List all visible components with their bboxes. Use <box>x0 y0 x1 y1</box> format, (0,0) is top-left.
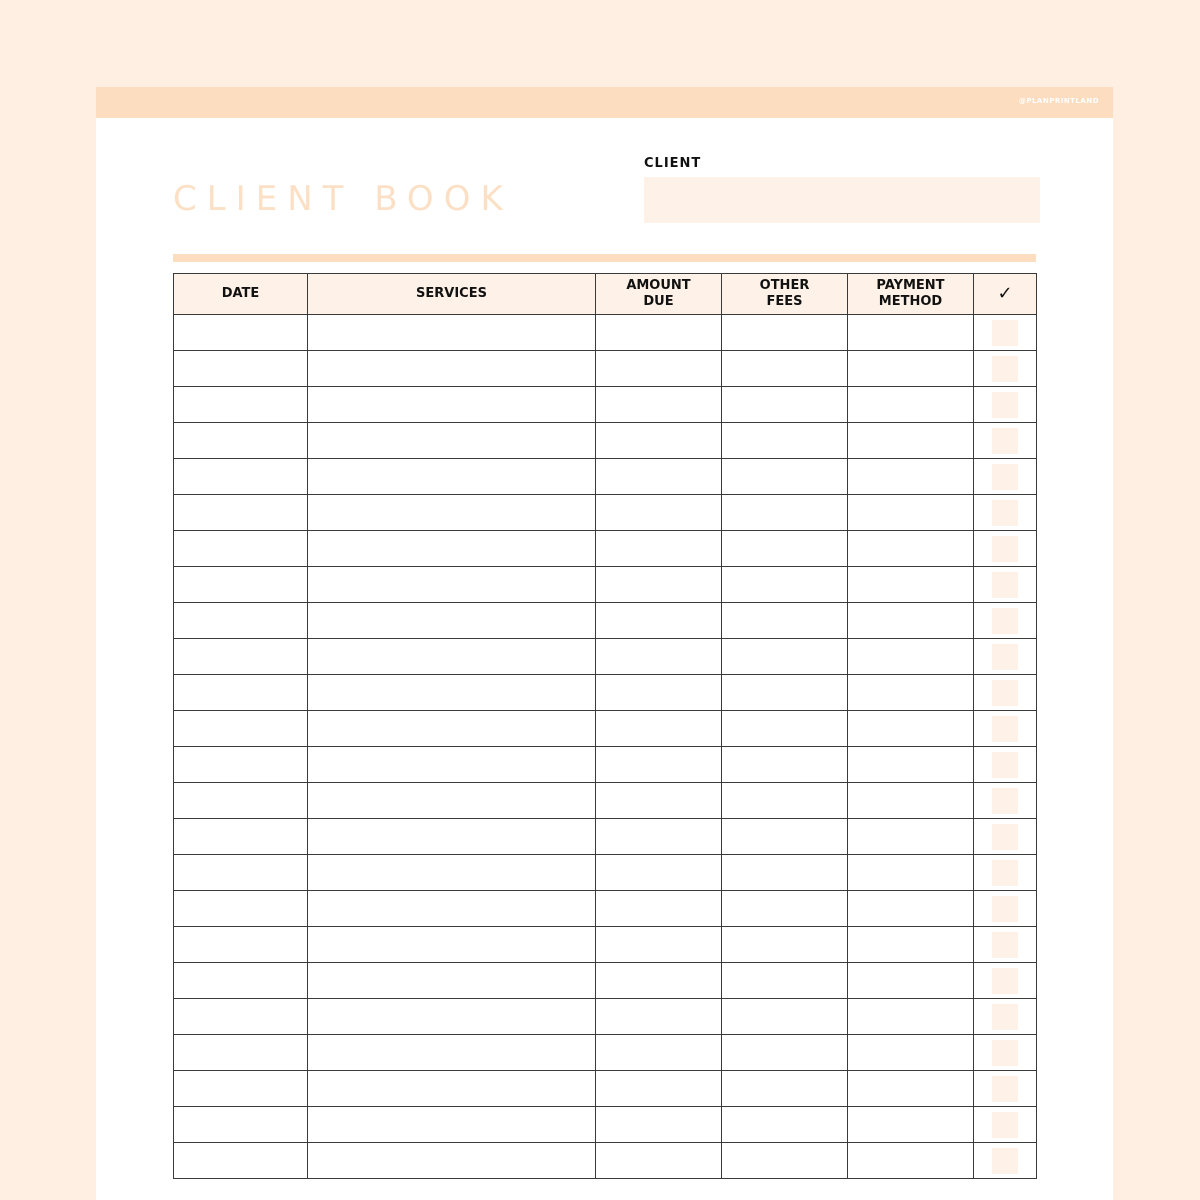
payment-method-cell[interactable] <box>848 603 974 639</box>
payment-method-cell[interactable] <box>848 495 974 531</box>
payment-method-label: PAYMENT METHOD <box>876 278 945 309</box>
amount-due-cell[interactable] <box>596 747 722 783</box>
other-fees-cell[interactable] <box>722 999 848 1035</box>
row-checkbox[interactable] <box>992 392 1018 418</box>
check-cell <box>974 927 1037 963</box>
row-checkbox[interactable] <box>992 320 1018 346</box>
payment-method-cell[interactable] <box>848 855 974 891</box>
client-field[interactable] <box>644 177 1040 223</box>
payment-method-cell[interactable] <box>848 963 974 999</box>
table-row <box>174 855 1037 891</box>
check-cell <box>974 891 1037 927</box>
services-cell[interactable] <box>308 459 596 495</box>
services-cell[interactable] <box>308 1143 596 1179</box>
amount-due-cell[interactable] <box>596 495 722 531</box>
other-fees-cell[interactable] <box>722 1035 848 1071</box>
services-cell[interactable] <box>308 1107 596 1143</box>
row-checkbox[interactable] <box>992 968 1018 994</box>
table-row <box>174 819 1037 855</box>
services-cell[interactable] <box>308 675 596 711</box>
payment-method-cell[interactable] <box>848 819 974 855</box>
check-cell <box>974 747 1037 783</box>
payment-method-cell[interactable] <box>848 387 974 423</box>
check-cell <box>974 351 1037 387</box>
row-checkbox[interactable] <box>992 824 1018 850</box>
other-fees-cell[interactable] <box>722 423 848 459</box>
payment-method-cell[interactable] <box>848 999 974 1035</box>
services-cell[interactable] <box>308 783 596 819</box>
date-cell[interactable] <box>174 783 308 819</box>
column-header-other-fees <box>722 274 848 315</box>
amount-due-cell[interactable] <box>596 1035 722 1071</box>
services-cell[interactable] <box>308 819 596 855</box>
row-checkbox[interactable] <box>992 680 1018 706</box>
table-row <box>174 387 1037 423</box>
page-title: CLIENT BOOK <box>173 179 513 219</box>
payment-method-cell[interactable] <box>848 423 974 459</box>
payment-method-cell[interactable] <box>848 639 974 675</box>
check-cell <box>974 459 1037 495</box>
payment-method-cell[interactable] <box>848 927 974 963</box>
row-checkbox[interactable] <box>992 1148 1018 1174</box>
services-cell[interactable] <box>308 423 596 459</box>
payment-method-cell[interactable] <box>848 567 974 603</box>
amount-due-cell[interactable] <box>596 423 722 459</box>
table-row <box>174 999 1037 1035</box>
check-cell <box>974 1143 1037 1179</box>
table-row <box>174 603 1037 639</box>
row-checkbox[interactable] <box>992 536 1018 562</box>
amount-due-cell[interactable] <box>596 891 722 927</box>
other-fees-cell[interactable] <box>722 1107 848 1143</box>
other-fees-cell[interactable] <box>722 819 848 855</box>
table-header-row <box>174 274 1037 315</box>
check-cell <box>974 819 1037 855</box>
services-cell[interactable] <box>308 387 596 423</box>
amount-due-label: AMOUNT DUE <box>626 278 691 309</box>
services-cell[interactable] <box>308 351 596 387</box>
services-cell[interactable] <box>308 567 596 603</box>
date-cell[interactable] <box>174 963 308 999</box>
row-checkbox[interactable] <box>992 500 1018 526</box>
column-header-amount-due <box>596 274 722 315</box>
services-cell[interactable] <box>308 927 596 963</box>
row-checkbox[interactable] <box>992 644 1018 670</box>
amount-due-cell[interactable] <box>596 999 722 1035</box>
row-checkbox[interactable] <box>992 608 1018 634</box>
table-row <box>174 495 1037 531</box>
other-fees-cell[interactable] <box>722 1071 848 1107</box>
date-cell[interactable] <box>174 855 308 891</box>
amount-due-cell[interactable] <box>596 351 722 387</box>
check-cell <box>974 315 1037 351</box>
row-checkbox[interactable] <box>992 716 1018 742</box>
payment-method-cell[interactable] <box>848 1071 974 1107</box>
check-cell <box>974 711 1037 747</box>
date-cell[interactable] <box>174 315 308 351</box>
row-checkbox[interactable] <box>992 356 1018 382</box>
services-cell[interactable] <box>308 315 596 351</box>
watermark: @PLANPRINTLAND <box>1018 97 1099 105</box>
date-cell[interactable] <box>174 747 308 783</box>
amount-due-cell[interactable] <box>596 315 722 351</box>
amount-due-cell[interactable] <box>596 1107 722 1143</box>
table-row <box>174 639 1037 675</box>
other-fees-cell[interactable] <box>722 315 848 351</box>
payment-method-cell[interactable] <box>848 675 974 711</box>
other-fees-cell[interactable] <box>722 675 848 711</box>
date-cell[interactable] <box>174 999 308 1035</box>
date-cell[interactable] <box>174 927 308 963</box>
table-row <box>174 567 1037 603</box>
check-cell <box>974 567 1037 603</box>
planner-page <box>96 87 1113 1200</box>
row-checkbox[interactable] <box>992 464 1018 490</box>
date-cell[interactable] <box>174 351 308 387</box>
check-cell <box>974 423 1037 459</box>
column-header-services: SERVICES <box>308 274 596 315</box>
check-cell <box>974 495 1037 531</box>
date-cell[interactable] <box>174 423 308 459</box>
payment-method-cell[interactable] <box>848 891 974 927</box>
services-cell[interactable] <box>308 999 596 1035</box>
amount-due-cell[interactable] <box>596 783 722 819</box>
table-row <box>174 351 1037 387</box>
payment-method-cell[interactable] <box>848 315 974 351</box>
payment-method-cell[interactable] <box>848 1143 974 1179</box>
client-log-table <box>173 273 1037 1179</box>
check-cell <box>974 783 1037 819</box>
payment-method-cell[interactable] <box>848 459 974 495</box>
row-checkbox[interactable] <box>992 860 1018 886</box>
check-cell <box>974 603 1037 639</box>
amount-due-cell[interactable] <box>596 855 722 891</box>
table-row <box>174 927 1037 963</box>
date-cell[interactable] <box>174 567 308 603</box>
other-fees-cell[interactable] <box>722 783 848 819</box>
row-checkbox[interactable] <box>992 1112 1018 1138</box>
check-cell <box>974 963 1037 999</box>
amount-due-cell[interactable] <box>596 927 722 963</box>
other-fees-cell[interactable] <box>722 459 848 495</box>
date-cell[interactable] <box>174 531 308 567</box>
amount-due-cell[interactable] <box>596 1071 722 1107</box>
amount-due-cell[interactable] <box>596 963 722 999</box>
table-row <box>174 963 1037 999</box>
amount-due-cell[interactable] <box>596 819 722 855</box>
date-cell[interactable] <box>174 459 308 495</box>
table-row <box>174 1071 1037 1107</box>
amount-due-cell[interactable] <box>596 531 722 567</box>
divider <box>173 254 1036 262</box>
date-cell[interactable] <box>174 1035 308 1071</box>
other-fees-cell[interactable] <box>722 747 848 783</box>
table-row <box>174 711 1037 747</box>
services-cell[interactable] <box>308 1035 596 1071</box>
check-cell <box>974 675 1037 711</box>
date-cell[interactable] <box>174 819 308 855</box>
table-row <box>174 747 1037 783</box>
table-row <box>174 675 1037 711</box>
payment-method-cell[interactable] <box>848 531 974 567</box>
services-cell[interactable] <box>308 891 596 927</box>
other-fees-cell[interactable] <box>722 711 848 747</box>
date-cell[interactable] <box>174 1071 308 1107</box>
table-row <box>174 531 1037 567</box>
date-cell[interactable] <box>174 495 308 531</box>
services-cell[interactable] <box>308 747 596 783</box>
table-row <box>174 459 1037 495</box>
payment-method-cell[interactable] <box>848 1107 974 1143</box>
amount-due-cell[interactable] <box>596 639 722 675</box>
row-checkbox[interactable] <box>992 932 1018 958</box>
other-fees-label: OTHER FEES <box>759 278 810 309</box>
row-checkbox[interactable] <box>992 1040 1018 1066</box>
row-checkbox[interactable] <box>992 1004 1018 1030</box>
other-fees-cell[interactable] <box>722 351 848 387</box>
amount-due-cell[interactable] <box>596 567 722 603</box>
other-fees-cell[interactable] <box>722 855 848 891</box>
date-cell[interactable] <box>174 639 308 675</box>
amount-due-cell[interactable] <box>596 675 722 711</box>
payment-method-cell[interactable] <box>848 711 974 747</box>
date-cell[interactable] <box>174 1143 308 1179</box>
table-row <box>174 315 1037 351</box>
row-checkbox[interactable] <box>992 1076 1018 1102</box>
services-cell[interactable] <box>308 711 596 747</box>
payment-method-cell[interactable] <box>848 747 974 783</box>
other-fees-cell[interactable] <box>722 963 848 999</box>
date-cell[interactable] <box>174 1107 308 1143</box>
check-cell <box>974 1035 1037 1071</box>
services-cell[interactable] <box>308 963 596 999</box>
other-fees-cell[interactable] <box>722 495 848 531</box>
table-row <box>174 1143 1037 1179</box>
check-cell <box>974 639 1037 675</box>
payment-method-cell[interactable] <box>848 1035 974 1071</box>
services-cell[interactable] <box>308 495 596 531</box>
other-fees-cell[interactable] <box>722 891 848 927</box>
table-row <box>174 1035 1037 1071</box>
check-cell <box>974 855 1037 891</box>
amount-due-cell[interactable] <box>596 603 722 639</box>
table-row <box>174 423 1037 459</box>
other-fees-cell[interactable] <box>722 927 848 963</box>
row-checkbox[interactable] <box>992 428 1018 454</box>
date-cell[interactable] <box>174 675 308 711</box>
services-cell[interactable] <box>308 1071 596 1107</box>
row-checkbox[interactable] <box>992 896 1018 922</box>
row-checkbox[interactable] <box>992 752 1018 778</box>
column-header-check: ✓ <box>974 274 1037 315</box>
row-checkbox[interactable] <box>992 572 1018 598</box>
other-fees-cell[interactable] <box>722 639 848 675</box>
amount-due-cell[interactable] <box>596 387 722 423</box>
client-label: CLIENT <box>644 156 702 171</box>
table-row <box>174 1107 1037 1143</box>
date-cell[interactable] <box>174 603 308 639</box>
other-fees-cell[interactable] <box>722 567 848 603</box>
check-cell <box>974 1071 1037 1107</box>
other-fees-cell[interactable] <box>722 387 848 423</box>
date-cell[interactable] <box>174 891 308 927</box>
other-fees-cell[interactable] <box>722 603 848 639</box>
check-cell <box>974 999 1037 1035</box>
top-banner <box>96 87 1113 118</box>
table-row <box>174 891 1037 927</box>
services-cell[interactable] <box>308 531 596 567</box>
check-cell <box>974 387 1037 423</box>
services-cell[interactable] <box>308 639 596 675</box>
table-row <box>174 783 1037 819</box>
payment-method-cell[interactable] <box>848 783 974 819</box>
check-cell <box>974 531 1037 567</box>
other-fees-cell[interactable] <box>722 1143 848 1179</box>
row-checkbox[interactable] <box>992 788 1018 814</box>
date-cell[interactable] <box>174 711 308 747</box>
column-header-payment-method <box>848 274 974 315</box>
column-header-date: DATE <box>174 274 308 315</box>
services-cell[interactable] <box>308 603 596 639</box>
amount-due-cell[interactable] <box>596 711 722 747</box>
check-cell <box>974 1107 1037 1143</box>
date-cell[interactable] <box>174 387 308 423</box>
amount-due-cell[interactable] <box>596 459 722 495</box>
payment-method-cell[interactable] <box>848 351 974 387</box>
services-cell[interactable] <box>308 855 596 891</box>
other-fees-cell[interactable] <box>722 531 848 567</box>
amount-due-cell[interactable] <box>596 1143 722 1179</box>
